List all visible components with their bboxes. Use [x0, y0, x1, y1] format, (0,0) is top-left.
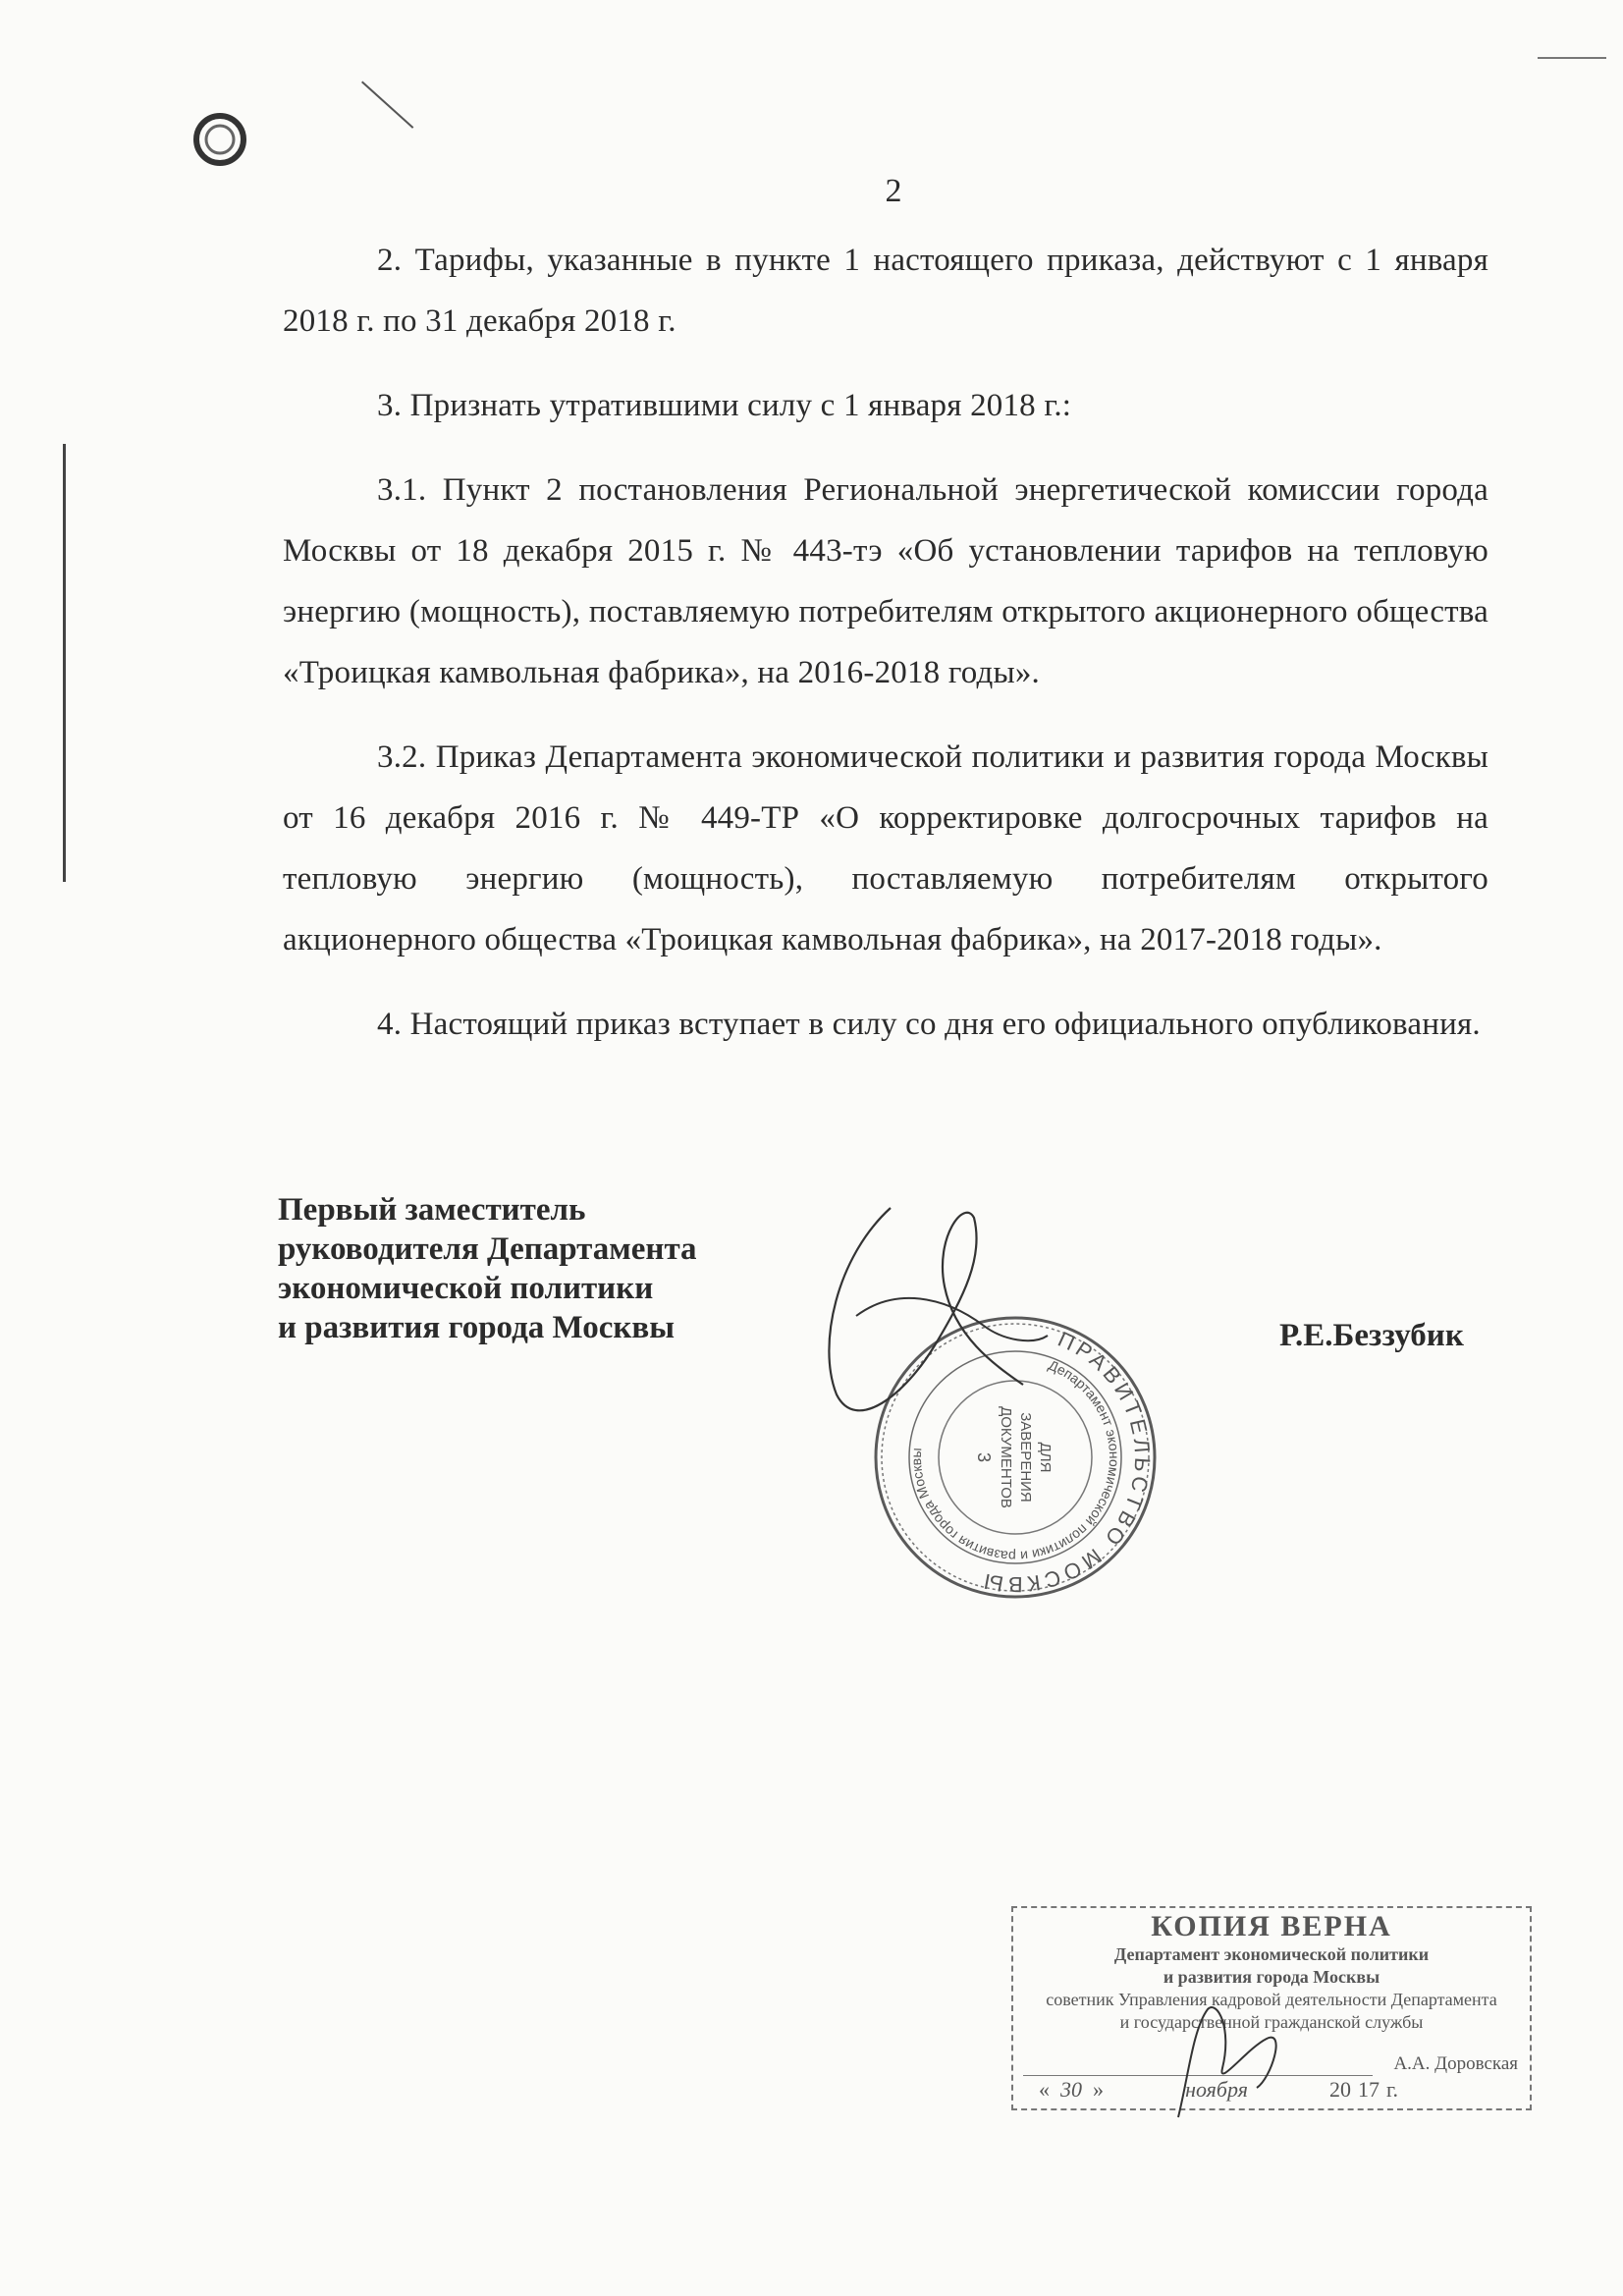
stamp-date: « 30 » ноября 20 17 г.	[1039, 2077, 1399, 2102]
stamp-date-day: 30	[1060, 2077, 1082, 2102]
stamp-line: советник Управления кадровой деятельности Департамента	[1046, 1990, 1497, 2009]
paragraph-3-2: 3.2. Приказ Департамента экономической политики и развития города Москвы от 16 декабря 2016 г. № 449-ТР «О корректировке долгосрочных тарифов на тепловую энергию (мощность), поставляемую потребителям открытого акционерного общества «Троицкая камвольная фабрика», на 2017-2018 годы».	[283, 739, 1488, 957]
signatory-name: Р.Е.Беззубик	[1279, 1318, 1464, 1353]
body-text	[283, 230, 1488, 1055]
stamp-name: А.А. Доровская	[1393, 2053, 1518, 2074]
paragraph-3: 3. Признать утратившими силу с 1 января 2018 г.:	[377, 388, 1072, 423]
paragraph-2: 2. Тарифы, указанные в пункте 1 настоящего приказа, действуют с 1 января 2018 г. по 31 декабря 2018 г.	[283, 243, 1488, 339]
seal-center-line: ДОКУМЕНТОВ	[998, 1406, 1014, 1508]
binder-hole-mark	[192, 112, 247, 167]
page-number: 2	[885, 173, 902, 209]
paragraph-4: 4. Настоящий приказ вступает в силу со дня его официального опубликования.	[377, 1007, 1481, 1042]
scan-artifact-edge-line	[1538, 57, 1606, 59]
stamp-date-suffix: г.	[1386, 2077, 1399, 2102]
paragraph-3-1: 3.1. Пункт 2 постановления Региональной энергетической комиссии города Москвы от 18 декабря 2015 г. № 443-тэ «Об установлении тарифов на тепловую энергию (мощность), поставляемую потребителям открытого акционерного общества «Троицкая камвольная фабрика», на 2016-2018 годы».	[283, 472, 1488, 690]
seal-center-line: ЗАВЕРЕНИЯ	[1017, 1412, 1034, 1503]
stamp-line: и государственной гражданской службы	[1119, 2012, 1424, 2032]
signatory-title-line: Первый заместитель	[278, 1192, 586, 1228]
stamp-date-year-prefix: 20	[1329, 2077, 1351, 2102]
stamp-date-year-suffix: 17	[1358, 2077, 1380, 2102]
stamp-handwritten-signature	[1139, 1970, 1434, 2127]
signatory-title-line: экономической политики	[278, 1271, 654, 1306]
seal-center-line: 3	[974, 1451, 994, 1463]
stamp-title: КОПИЯ ВЕРНА	[1151, 1910, 1392, 1942]
stamp-date-month: ноября	[1185, 2077, 1248, 2102]
seal-outer-text: ПРАВИТЕЛЬСТВО МОСКВЫ	[978, 1326, 1156, 1598]
signatory-title	[278, 1190, 697, 1347]
seal-center-line: ДЛЯ	[1037, 1442, 1054, 1473]
seal-ring-text: Департамент экономической политики и развития города Москвы	[907, 1356, 1123, 1565]
stamp-line: и развития города Москвы	[1163, 1967, 1380, 1987]
signatory-title-line: руководителя Департамента	[278, 1231, 697, 1267]
stamp-line: Департамент экономической политики	[1113, 1944, 1430, 1964]
signatory-title-line: и развития города Москвы	[278, 1310, 676, 1345]
scan-artifact-line	[361, 82, 413, 129]
scan-artifact-margin-line	[63, 444, 66, 882]
handwritten-signature	[797, 1198, 1053, 1434]
